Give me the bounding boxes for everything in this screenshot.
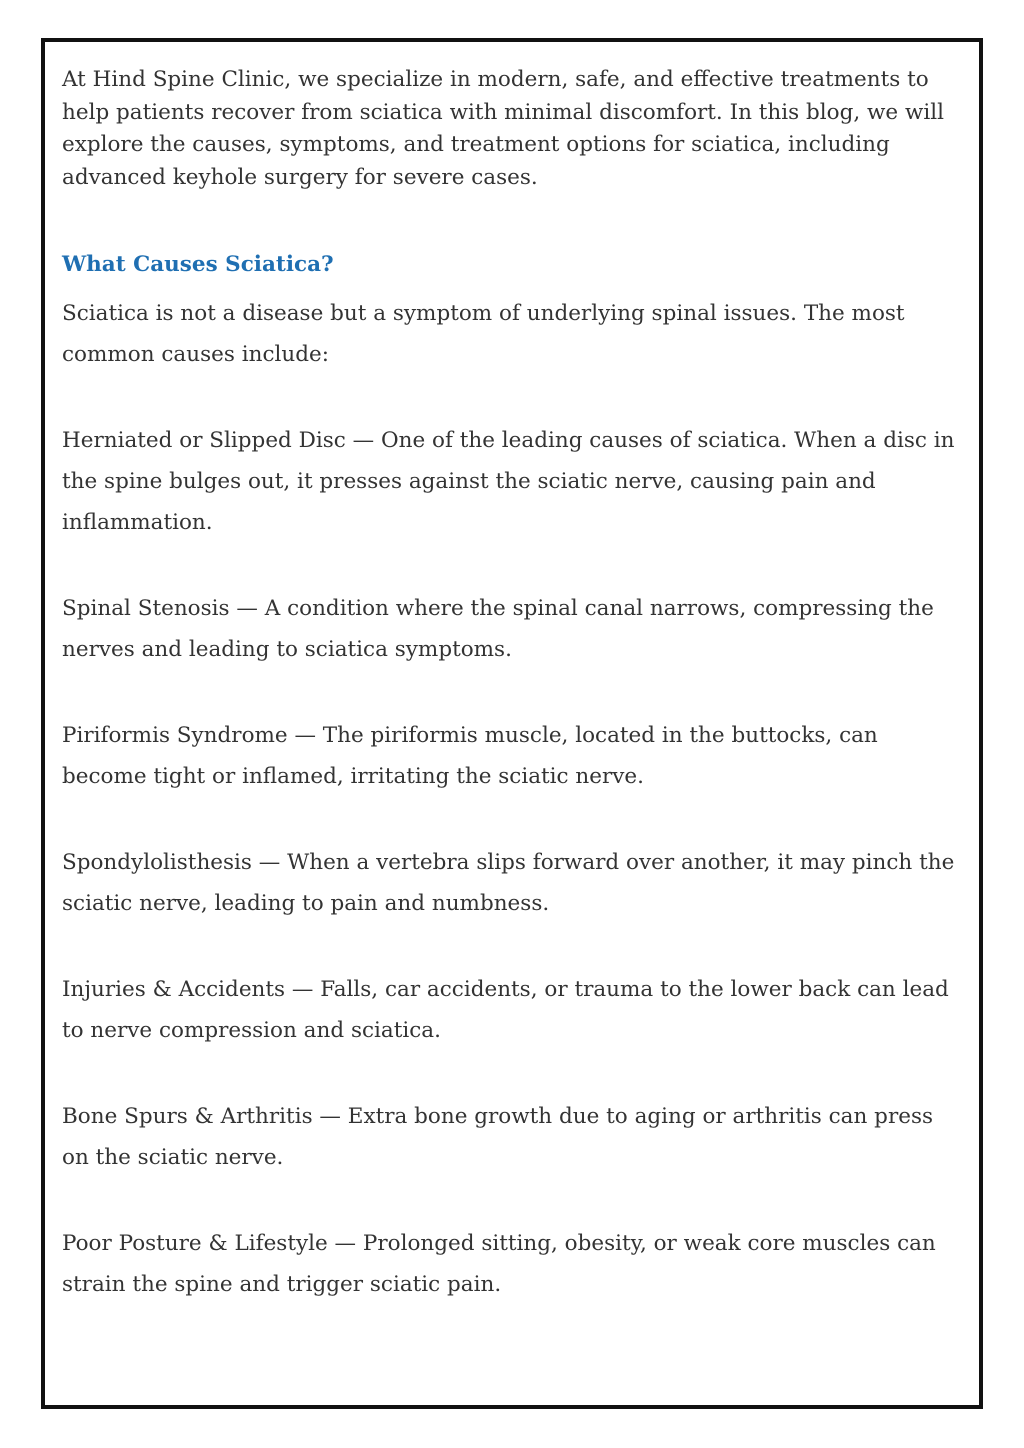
cause-spinal-stenosis: Spinal Stenosis — A condition where the spinal canal narrows, compressing the nerves and leading to sciatica symptoms. [62, 596, 934, 662]
cause-poor-posture-lifestyle: Poor Posture & Lifestyle — Prolonged sitting, obesity, or weak core muscles can strain the spine and trigger sciatic pain. [62, 1231, 936, 1297]
section-heading: What Causes Sciatica? [62, 252, 334, 277]
cause-herniated-disc: Herniated or Slipped Disc — One of the leading causes of sciatica. When a disc in the spine bulges out, it presses against the sciatic nerve, causing pain and inflammation. [62, 428, 955, 535]
cause-injuries-accidents: Injuries & Accidents — Falls, car accidents, or trauma to the lower back can lead to nerve compression and sciatica. [62, 977, 949, 1043]
document-body [62, 64, 962, 1305]
page-frame [41, 38, 983, 1409]
cause-bone-spurs-arthritis: Bone Spurs & Arthritis — Extra bone growth due to aging or arthritis can press on the sciatic nerve. [62, 1104, 934, 1170]
cause-spondylolisthesis: Spondylolisthesis — When a vertebra slips forward over another, it may pinch the sciatic nerve, leading to pain and numbness. [62, 850, 955, 916]
section-lead-paragraph: Sciatica is not a disease but a symptom of underlying spinal issues. The most common causes include: [62, 301, 905, 367]
intro-paragraph: At Hind Spine Clinic, we specialize in modern, safe, and effective treatments to help patients recover from sciatica with minimal discomfort. In this blog, we will explore the causes, symptoms, and treatment options for sciatica, including advanced keyhole surgery for severe cases. [62, 67, 945, 190]
cause-piriformis-syndrome: Piriformis Syndrome — The piriformis muscle, located in the buttocks, can become tight or inflamed, irritating the sciatic nerve. [62, 723, 878, 789]
